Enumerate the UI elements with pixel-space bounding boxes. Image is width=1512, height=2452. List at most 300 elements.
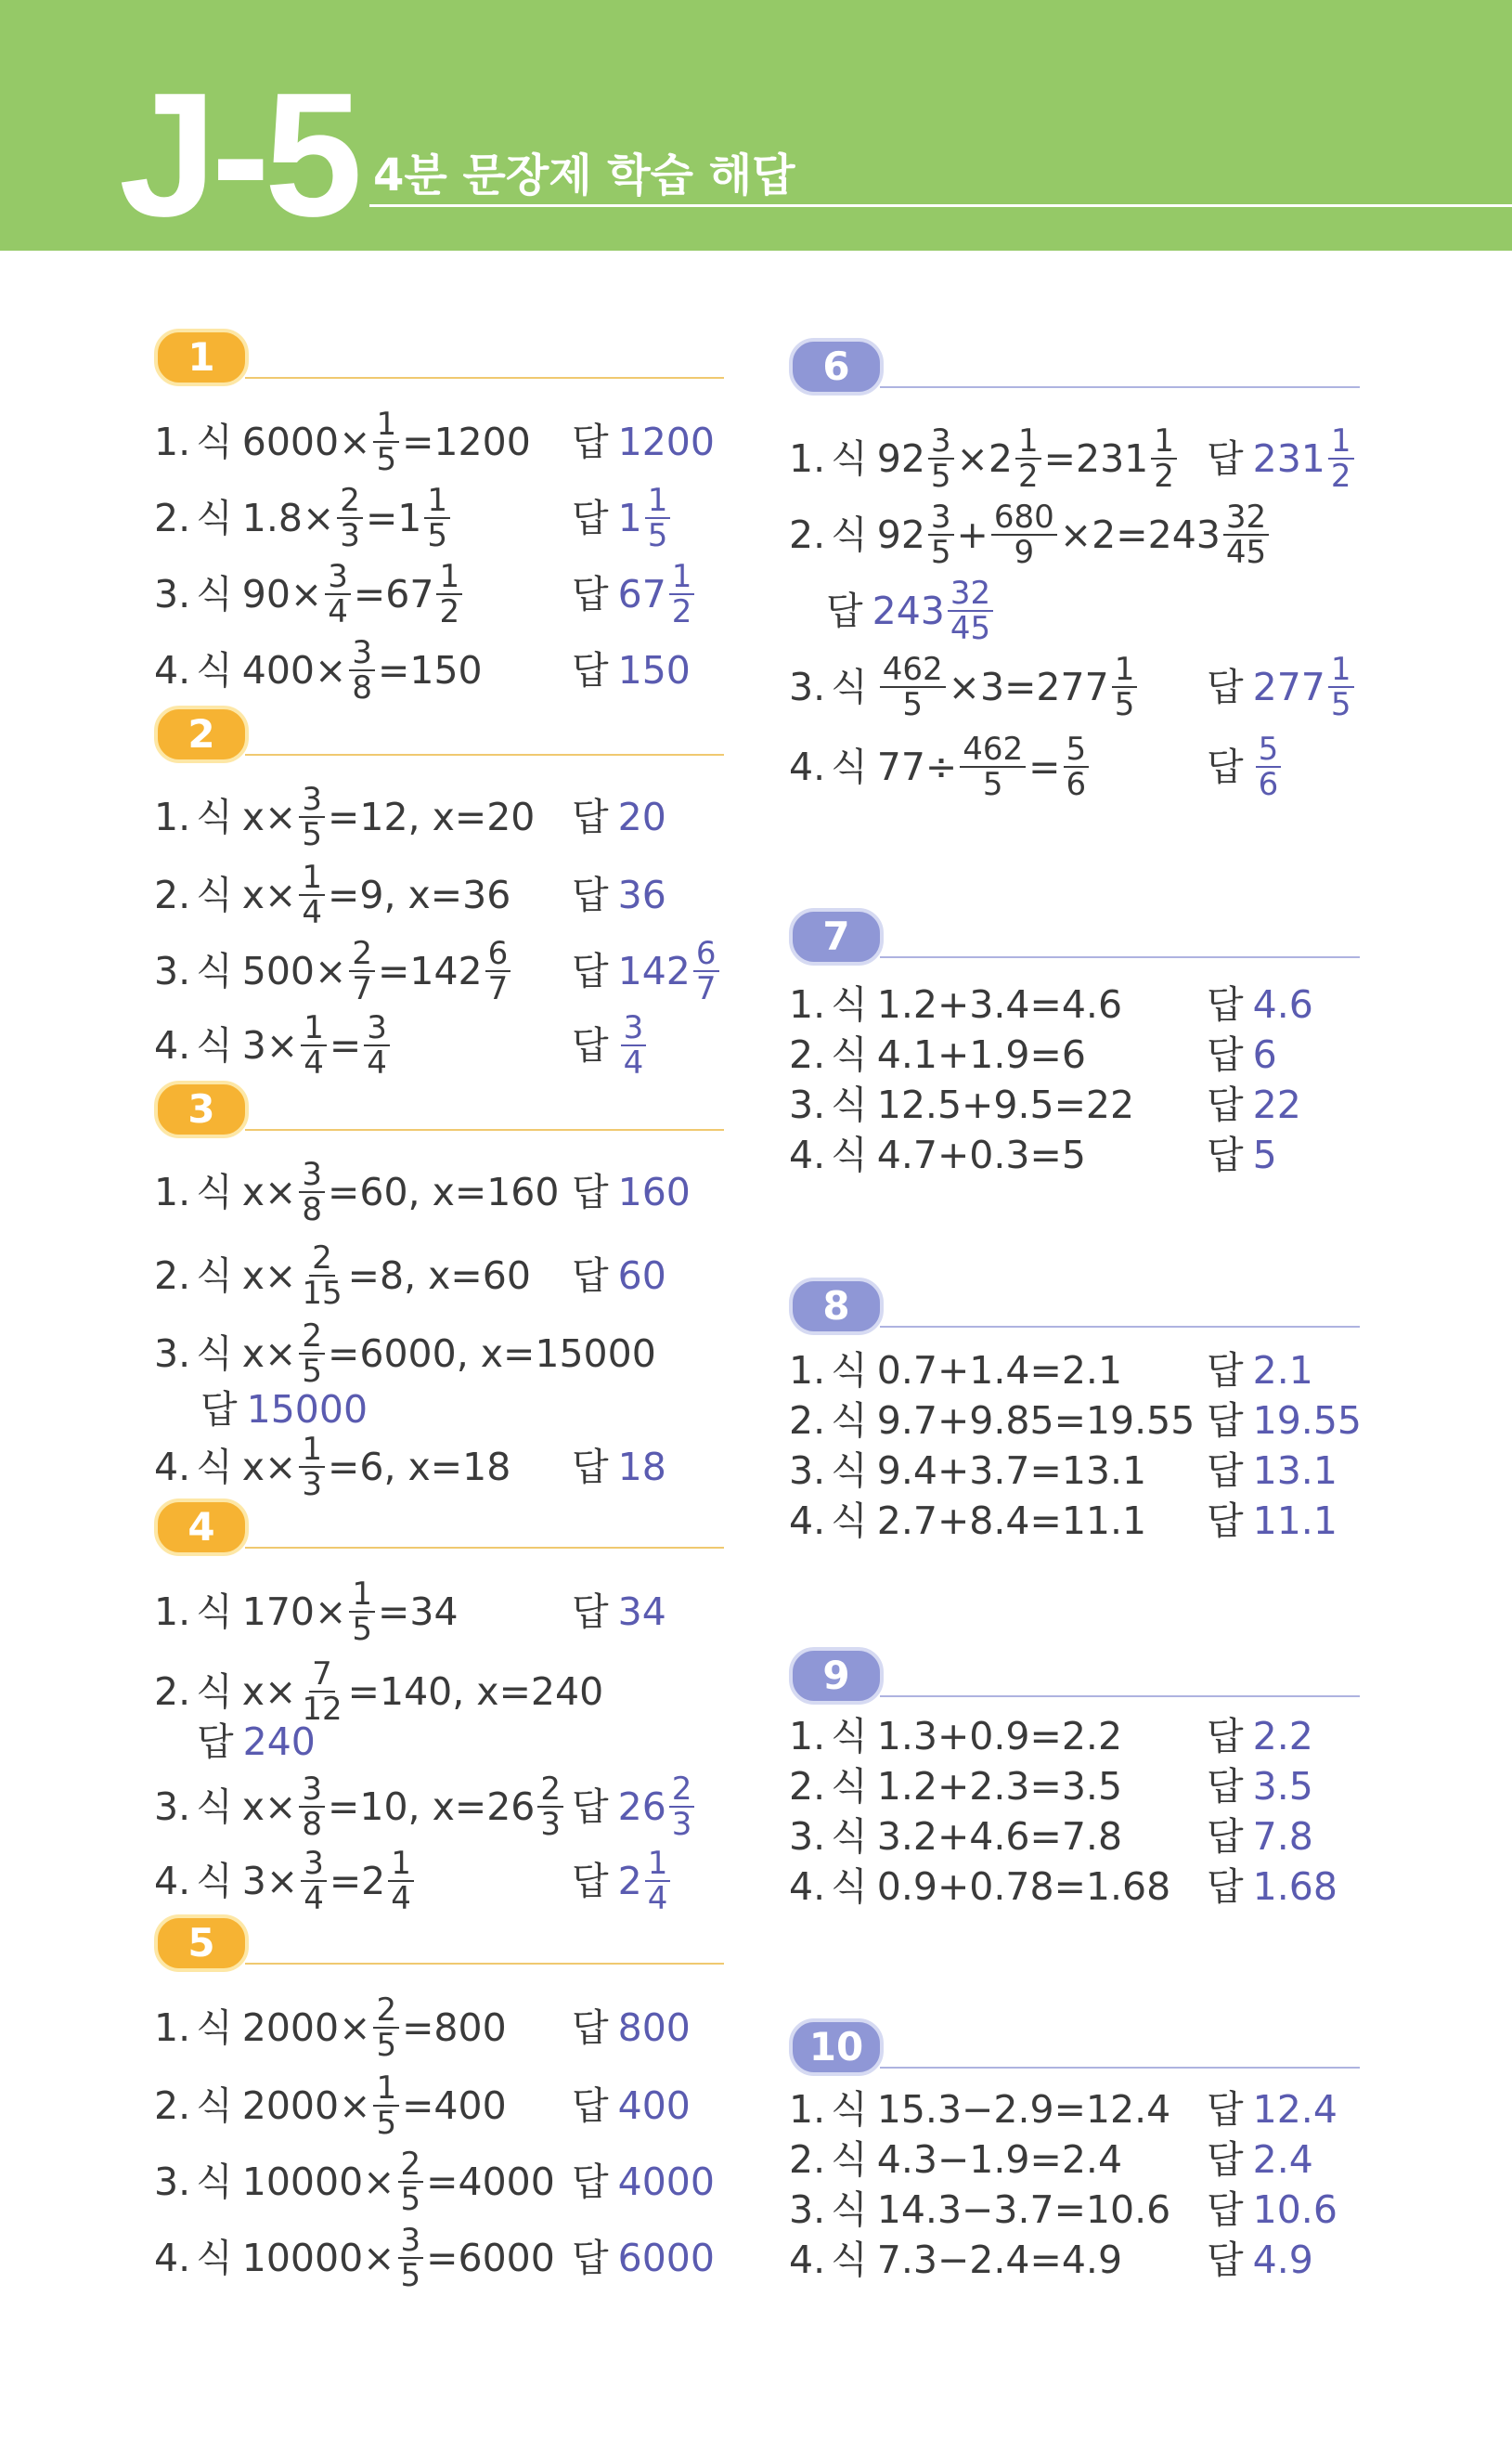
expression-text: 2.2	[1252, 1714, 1313, 1758]
fraction-denominator: 4	[302, 894, 322, 931]
answer-label: 답	[1207, 1864, 1244, 1909]
answer	[1207, 651, 1357, 723]
expression-label: 식	[831, 2087, 868, 2132]
section-number-badge: 1	[154, 329, 249, 386]
expression-label: 식	[831, 1348, 868, 1393]
problem-row	[789, 651, 1364, 723]
answer-value	[1253, 2082, 1338, 2137]
expression-text: 400×	[241, 648, 347, 693]
problem-number: 4.	[789, 2238, 826, 2282]
answer-value	[1253, 1027, 1277, 1083]
expression-text: 4000	[617, 2160, 715, 2204]
answer	[1207, 1027, 1277, 1083]
fraction-denominator: 4	[391, 1880, 411, 1917]
expression-text: 2000×	[241, 2005, 371, 2050]
answer-label: 답	[1207, 1714, 1244, 1758]
answer-label: 답	[1207, 1133, 1244, 1177]
expression-text: 12.5+9.5=22	[876, 1083, 1135, 1127]
expression	[789, 1343, 1122, 1398]
problem-row	[789, 1443, 1364, 1498]
expression-text: 15.3−2.9=12.4	[876, 2087, 1171, 2132]
expression	[154, 406, 531, 478]
answer-value	[618, 2000, 691, 2056]
problem-number: 3.	[789, 1448, 826, 1493]
answer-value	[1253, 1343, 1313, 1398]
expression-text: 10000×	[241, 2236, 395, 2280]
expression-text: ×2	[956, 436, 1013, 481]
answer-label: 답	[1207, 1348, 1244, 1393]
fraction	[1151, 424, 1177, 493]
page-header	[0, 0, 1512, 251]
fraction	[1223, 500, 1269, 569]
fraction-denominator: 3	[540, 1806, 562, 1843]
fraction-numerator: 2	[669, 1772, 695, 1808]
fraction-denominator: 8	[302, 1806, 322, 1843]
answer	[572, 935, 722, 1007]
expression-label: 식	[196, 795, 233, 839]
fraction-denominator: 8	[352, 669, 372, 707]
answer-label: 답	[1207, 1764, 1244, 1809]
problem-row	[154, 1655, 739, 1728]
expression-text: 500×	[241, 949, 347, 993]
fraction-numerator: 3	[364, 1011, 390, 1046]
problem-number: 2.	[789, 1032, 826, 1077]
section-divider	[245, 1963, 724, 1965]
expression-label: 식	[831, 2137, 868, 2182]
answer	[1207, 2132, 1313, 2187]
expression-text: 0.7+1.4=2.1	[876, 1348, 1123, 1393]
expression-text: 3.5	[1252, 1764, 1313, 1809]
expression-text: =6000	[426, 2236, 555, 2280]
fraction-denominator: 2	[671, 593, 692, 630]
fraction	[424, 484, 450, 552]
answer-value	[872, 577, 997, 645]
expression-text: =34	[378, 1589, 459, 1634]
expression-text: x×	[241, 1331, 297, 1376]
fraction-numerator: 2	[309, 1241, 335, 1277]
answer-value	[618, 1248, 666, 1304]
problem-number: 3.	[154, 949, 191, 993]
answer-label: 답	[1207, 2187, 1244, 2232]
problem-row	[789, 499, 1364, 571]
answer-label: 답	[572, 2236, 609, 2280]
fraction	[485, 937, 511, 1005]
fraction-denominator: 5	[427, 517, 448, 554]
expression-text: 277	[1252, 665, 1325, 709]
answer-value	[1253, 1443, 1338, 1498]
fraction-numerator: 2	[537, 1772, 563, 1808]
answer-value	[1253, 1127, 1277, 1183]
expression	[154, 558, 465, 630]
expression	[154, 781, 536, 853]
problem-row	[789, 422, 1364, 495]
fraction-numerator: 2	[398, 2147, 424, 2183]
fraction-numerator: 6	[485, 937, 511, 972]
expression-text: x×	[241, 795, 297, 839]
expression-text: 170×	[241, 1589, 347, 1634]
expression-text: 7.3−2.4=4.9	[876, 2238, 1123, 2282]
problem-row	[154, 1576, 739, 1648]
answer-value	[1253, 2232, 1313, 2288]
fraction-numerator: 3	[398, 2224, 424, 2259]
problem-row	[154, 2222, 739, 2294]
answer	[572, 2000, 691, 2056]
expression	[789, 2132, 1122, 2187]
fraction	[325, 560, 351, 629]
expression-text: x×	[241, 873, 297, 917]
problem-row	[154, 1431, 739, 1503]
expression-text: x×	[241, 1669, 297, 1714]
fraction	[1256, 733, 1282, 801]
problem-number: 3.	[789, 1814, 826, 1859]
expression	[154, 1655, 604, 1728]
answer	[572, 1771, 697, 1843]
expression-text: 150	[617, 648, 691, 693]
fraction-denominator: 12	[302, 1691, 342, 1728]
expression-text: 6000	[617, 2236, 715, 2280]
problem-row	[154, 1239, 739, 1312]
problem-row	[154, 1317, 739, 1390]
answer-label: 답	[572, 795, 609, 839]
section-divider	[245, 1547, 724, 1549]
expression-text: ×2=243	[1059, 512, 1221, 557]
answer-row	[826, 575, 1197, 647]
problem-number: 4.	[789, 1133, 826, 1177]
expression-text: 26	[617, 1784, 666, 1829]
fraction	[1112, 653, 1138, 721]
answer	[572, 1584, 666, 1640]
problem-row	[154, 406, 739, 478]
problem-number: 4.	[154, 648, 191, 693]
fraction	[299, 1158, 325, 1226]
problem-row	[154, 1771, 739, 1843]
fraction-denominator: 5	[302, 1353, 322, 1390]
problem-number: 2.	[789, 1398, 826, 1443]
fraction-denominator: 45	[1225, 534, 1267, 571]
expression-label: 식	[831, 1864, 868, 1909]
expression	[789, 1758, 1122, 1814]
fraction-denominator: 3	[340, 517, 360, 554]
expression-label: 식	[196, 1253, 233, 1298]
expression-text: 67	[617, 572, 666, 616]
answer-label: 답	[1207, 2238, 1244, 2282]
answer-value	[1253, 653, 1357, 721]
expression	[789, 422, 1180, 495]
fraction-denominator: 5	[376, 441, 397, 478]
problem-number: 3.	[154, 2160, 191, 2204]
expression-text: +	[956, 512, 989, 557]
expression	[154, 935, 513, 1007]
fraction-numerator: 3	[301, 1847, 327, 1882]
answer	[1207, 1708, 1313, 1764]
problem-number: 3.	[154, 1784, 191, 1829]
fraction	[537, 1772, 563, 1841]
expression-text: 92	[876, 436, 925, 481]
answer-value	[618, 937, 722, 1005]
problem-number: 4.	[154, 1023, 191, 1068]
fraction-numerator: 5	[1064, 733, 1090, 768]
answer-label: 답	[572, 1589, 609, 1634]
answer-value	[618, 1164, 691, 1220]
answer	[200, 1382, 368, 1437]
expression-text: =9, x=36	[328, 873, 511, 917]
expression-text: 10.6	[1252, 2187, 1338, 2232]
fraction-numerator: 3	[299, 783, 325, 818]
section-divider	[880, 956, 1360, 958]
expression	[789, 1027, 1086, 1083]
answer	[572, 482, 673, 554]
problem-row	[789, 1027, 1364, 1083]
expression-text: =60, x=160	[328, 1170, 560, 1214]
problem-number: 2.	[789, 512, 826, 557]
section-number-badge: 10	[789, 2018, 884, 2076]
problem-number: 3.	[789, 1083, 826, 1127]
answer	[1207, 1859, 1338, 1914]
expression-text: x×	[241, 1784, 297, 1829]
expression-text: ×3=277	[948, 665, 1109, 709]
expression-text: 2.7+8.4=11.1	[876, 1498, 1147, 1543]
page-title: 4분 문장제 학습 해답	[373, 149, 795, 201]
fraction-denominator: 2	[1154, 458, 1174, 495]
expression-label: 식	[831, 512, 868, 557]
answer-value	[618, 789, 666, 845]
fraction-numerator: 2	[299, 1319, 325, 1355]
problem-row	[789, 1859, 1364, 1914]
fraction	[928, 424, 954, 493]
fraction-denominator: 5	[647, 517, 668, 554]
answer-label: 답	[1207, 2137, 1244, 2182]
answer-label: 답	[1207, 436, 1244, 481]
answer	[1207, 1343, 1313, 1398]
answer	[572, 2154, 715, 2210]
problem-row	[154, 781, 739, 853]
problem-row	[789, 1343, 1364, 1398]
problem-row	[154, 859, 739, 931]
expression-label: 식	[831, 1083, 868, 1127]
expression-text: 22	[1252, 1083, 1301, 1127]
answer-label: 답	[572, 420, 609, 464]
fraction-denominator: 4	[304, 1880, 324, 1917]
problem-row	[789, 2082, 1364, 2137]
expression	[154, 1771, 566, 1843]
fraction	[1015, 424, 1041, 493]
fraction-numerator: 1	[1112, 653, 1138, 688]
expression-text: 90×	[241, 572, 323, 616]
expression-text: 231	[1252, 436, 1325, 481]
section-divider	[880, 386, 1360, 388]
fraction-numerator: 2	[349, 937, 375, 972]
answer-value	[618, 1847, 674, 1915]
expression	[789, 2232, 1122, 2288]
answer-value	[1253, 1077, 1301, 1133]
fraction	[299, 1241, 344, 1310]
answer-value	[618, 560, 698, 629]
answer	[1207, 2182, 1338, 2238]
section-number-badge: 6	[789, 338, 884, 396]
answer-label: 답	[572, 1784, 609, 1829]
expression-text: 10000×	[241, 2160, 395, 2204]
expression-text: 3.2+4.6=7.8	[876, 1814, 1123, 1859]
fraction-denominator: 5	[982, 766, 1003, 803]
answer	[1207, 1493, 1338, 1549]
answer-value	[1253, 977, 1313, 1032]
problem-number: 1.	[154, 2005, 191, 2050]
section-divider	[880, 1695, 1360, 1697]
problem-row	[789, 977, 1364, 1032]
answer-label: 답	[572, 2005, 609, 2050]
expression	[154, 1156, 560, 1228]
problem-row	[789, 1493, 1364, 1549]
expression	[789, 499, 1272, 571]
fraction-numerator: 462	[880, 653, 946, 688]
expression-text: =6000, x=15000	[328, 1331, 656, 1376]
expression-label: 식	[831, 2187, 868, 2232]
fraction-numerator: 462	[960, 733, 1026, 768]
expression-text: 9.7+9.85=19.55	[876, 1398, 1195, 1443]
expression-text: 19.55	[1252, 1398, 1362, 1443]
expression-label: 식	[831, 665, 868, 709]
problem-row	[154, 1991, 739, 2064]
expression-label: 식	[196, 1445, 233, 1489]
answer-label: 답	[572, 1859, 609, 1903]
expression-text: 7.8	[1252, 1814, 1313, 1859]
fraction-numerator: 5	[1256, 733, 1282, 768]
answer-value	[618, 414, 715, 470]
problem-number: 3.	[789, 2187, 826, 2232]
fraction	[299, 783, 325, 851]
fraction-numerator: 1	[645, 1847, 671, 1882]
answer	[572, 789, 666, 845]
answer-value	[1253, 2182, 1338, 2238]
answer-label: 답	[200, 1387, 238, 1432]
answer	[572, 1164, 691, 1220]
answer-value	[1253, 1393, 1362, 1448]
expression-text: 160	[617, 1170, 691, 1214]
answer-value	[247, 1382, 368, 1437]
fraction-denominator: 2	[1330, 458, 1351, 495]
expression-label: 식	[831, 1032, 868, 1077]
answer-label: 답	[572, 873, 609, 917]
expression-text: 92	[876, 512, 925, 557]
problem-row	[789, 1127, 1364, 1183]
fraction	[349, 636, 375, 705]
expression	[154, 2146, 555, 2218]
problem-row	[789, 1708, 1364, 1764]
fraction-numerator: 1	[645, 484, 671, 519]
problem-number: 3.	[154, 1331, 191, 1376]
expression	[789, 1809, 1122, 1864]
problem-row	[154, 1845, 739, 1917]
fraction	[337, 484, 363, 552]
answer	[572, 2078, 691, 2134]
fraction	[398, 2147, 424, 2216]
answer	[572, 867, 666, 923]
fraction	[1064, 733, 1090, 801]
fraction-numerator: 1	[669, 560, 695, 595]
problem-number: 2.	[154, 873, 191, 917]
problem-row	[154, 2069, 739, 2142]
answer-label: 답	[1207, 1498, 1244, 1543]
answer-row	[197, 1714, 568, 1770]
expression-text: 15000	[246, 1387, 368, 1432]
expression	[154, 1009, 393, 1082]
answer	[572, 1248, 666, 1304]
answer	[572, 642, 691, 698]
fraction	[299, 1433, 325, 1501]
expression-text: =140, x=240	[347, 1669, 604, 1714]
fraction	[1328, 424, 1354, 493]
expression-text: 5	[1252, 1133, 1277, 1177]
expression-label: 식	[196, 2160, 233, 2204]
fraction	[960, 733, 1026, 801]
fraction-denominator: 5	[1114, 686, 1135, 723]
expression-text: 20	[617, 795, 666, 839]
expression-text: =8, x=60	[347, 1253, 531, 1298]
fraction	[349, 1577, 375, 1646]
fraction-numerator: 6	[693, 937, 719, 972]
expression-label: 식	[831, 436, 868, 481]
expression-label: 식	[196, 949, 233, 993]
expression	[789, 1859, 1170, 1914]
expression-text: x×	[241, 1253, 297, 1298]
expression-label: 식	[831, 1498, 868, 1543]
answer	[197, 1714, 316, 1770]
problem-row	[789, 2232, 1364, 2288]
fraction-numerator: 3	[928, 500, 954, 536]
fraction-denominator: 5	[400, 2181, 421, 2218]
answer	[572, 1009, 649, 1082]
expression-text: 3×	[241, 1859, 299, 1903]
expression-label: 식	[196, 648, 233, 693]
problem-row	[154, 935, 739, 1007]
expression-text: =1	[365, 496, 422, 540]
fraction	[299, 1319, 325, 1388]
fraction-denominator: 4	[623, 1044, 644, 1082]
expression-text: 142	[617, 949, 691, 993]
answer-label: 답	[572, 1445, 609, 1489]
answer-value	[618, 642, 691, 698]
problem-number: 2.	[789, 2137, 826, 2182]
expression	[789, 1493, 1146, 1549]
problem-number: 2.	[154, 1669, 191, 1714]
fraction-denominator: 3	[671, 1806, 692, 1843]
section-divider	[245, 377, 724, 379]
answer	[572, 1439, 666, 1495]
answer	[1207, 2232, 1313, 2288]
section-divider	[880, 2067, 1360, 2069]
expression-text: 1.8×	[241, 496, 335, 540]
problem-number: 1.	[789, 982, 826, 1027]
answer	[826, 575, 996, 647]
answer-label: 답	[1207, 1448, 1244, 1493]
answer-value	[618, 1439, 666, 1495]
answer-label: 답	[572, 949, 609, 993]
answer-value	[1253, 1493, 1338, 1549]
answer-label: 답	[572, 1170, 609, 1214]
expression-text: 1.3+0.9=2.2	[876, 1714, 1123, 1758]
fraction-denominator: 5	[376, 2027, 397, 2064]
section-number-badge: 9	[789, 1647, 884, 1705]
problem-row	[789, 1758, 1364, 1814]
expression-text: 4.7+0.3=5	[876, 1133, 1086, 1177]
fraction	[299, 1657, 344, 1726]
section-divider	[880, 1326, 1360, 1328]
expression-label: 식	[196, 2083, 233, 2128]
fraction-denominator: 4	[304, 1044, 324, 1082]
fraction-numerator: 1	[373, 408, 399, 443]
fraction-numerator: 1	[424, 484, 450, 519]
answer	[1207, 1393, 1362, 1448]
